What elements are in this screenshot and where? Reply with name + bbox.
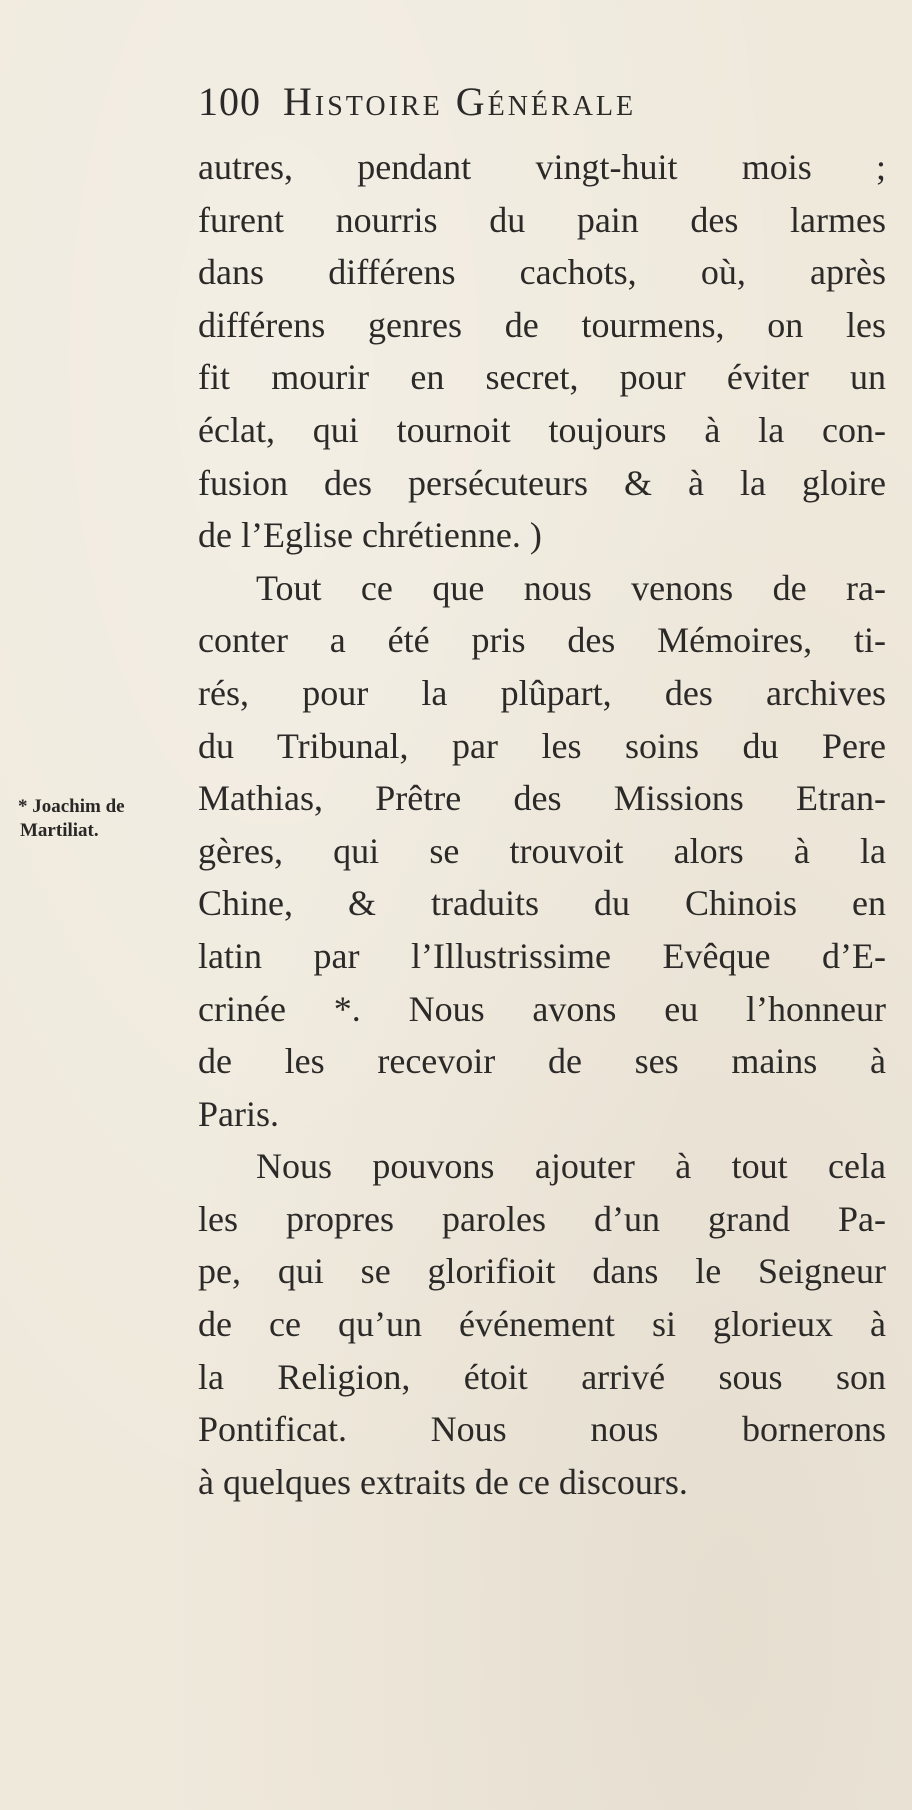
running-title: Histoire Générale bbox=[283, 79, 637, 124]
text-line: fusion des persécuteurs & à la gloire bbox=[198, 462, 886, 503]
text-line: autres, pendant vingt-huit mois ; bbox=[198, 147, 886, 187]
text-line: du Tribunal, par les soins du Pere bbox=[198, 725, 886, 766]
text-line: rés, pour la plûpart, des archives bbox=[198, 672, 886, 713]
body-text bbox=[198, 141, 886, 1508]
text-line: différens genres de tourmens, on les bbox=[198, 304, 886, 345]
margin-note bbox=[18, 795, 188, 843]
text-line: fit mourir en secret, pour éviter un bbox=[198, 357, 886, 398]
running-head bbox=[198, 79, 888, 124]
text-line: de l’Eglise chrétienne. ) bbox=[198, 515, 542, 556]
text-line: Pontificat. Nous nous bornerons bbox=[198, 1409, 886, 1450]
text-line: latin par l’Illustrissime Evêque d’E- bbox=[198, 935, 886, 976]
text-line: Chine, & traduits du Chinois en bbox=[198, 883, 886, 924]
text-line: furent nourris du pain des larmes bbox=[198, 199, 886, 240]
text-line: Mathias, Prêtre des Missions Etran- bbox=[198, 778, 886, 819]
text-line: gères, qui se trouvoit alors à la bbox=[198, 830, 886, 871]
text-line: pe, qui se glorifioit dans le Seigneur bbox=[198, 1251, 886, 1292]
margin-note-line: * Joachim de bbox=[18, 796, 125, 817]
paragraph-start-line: Nous pouvons ajouter à tout cela bbox=[256, 1146, 886, 1187]
text-line: la Religion, étoit arrivé sous son bbox=[198, 1356, 886, 1397]
page-number: 100 bbox=[198, 79, 261, 124]
text-line: les propres paroles d’un grand Pa- bbox=[198, 1198, 886, 1239]
text-line: Paris. bbox=[198, 1093, 279, 1134]
text-line: éclat, qui tournoit toujours à la con- bbox=[198, 409, 886, 450]
text-line: crinée *. Nous avons eu l’honneur bbox=[198, 988, 886, 1029]
text-line: conter a été pris des Mémoires, ti- bbox=[198, 620, 886, 661]
text-line: de ce qu’un événement si glorieux à bbox=[198, 1304, 886, 1345]
text-line: de les recevoir de ses mains à bbox=[198, 1041, 886, 1082]
margin-note-line: Martiliat. bbox=[20, 820, 99, 841]
paragraph-start-line: Tout ce que nous venons de ra- bbox=[256, 567, 886, 608]
text-line: à quelques extraits de ce discours. bbox=[198, 1461, 688, 1502]
text-line: dans différens cachots, où, après bbox=[198, 252, 886, 293]
